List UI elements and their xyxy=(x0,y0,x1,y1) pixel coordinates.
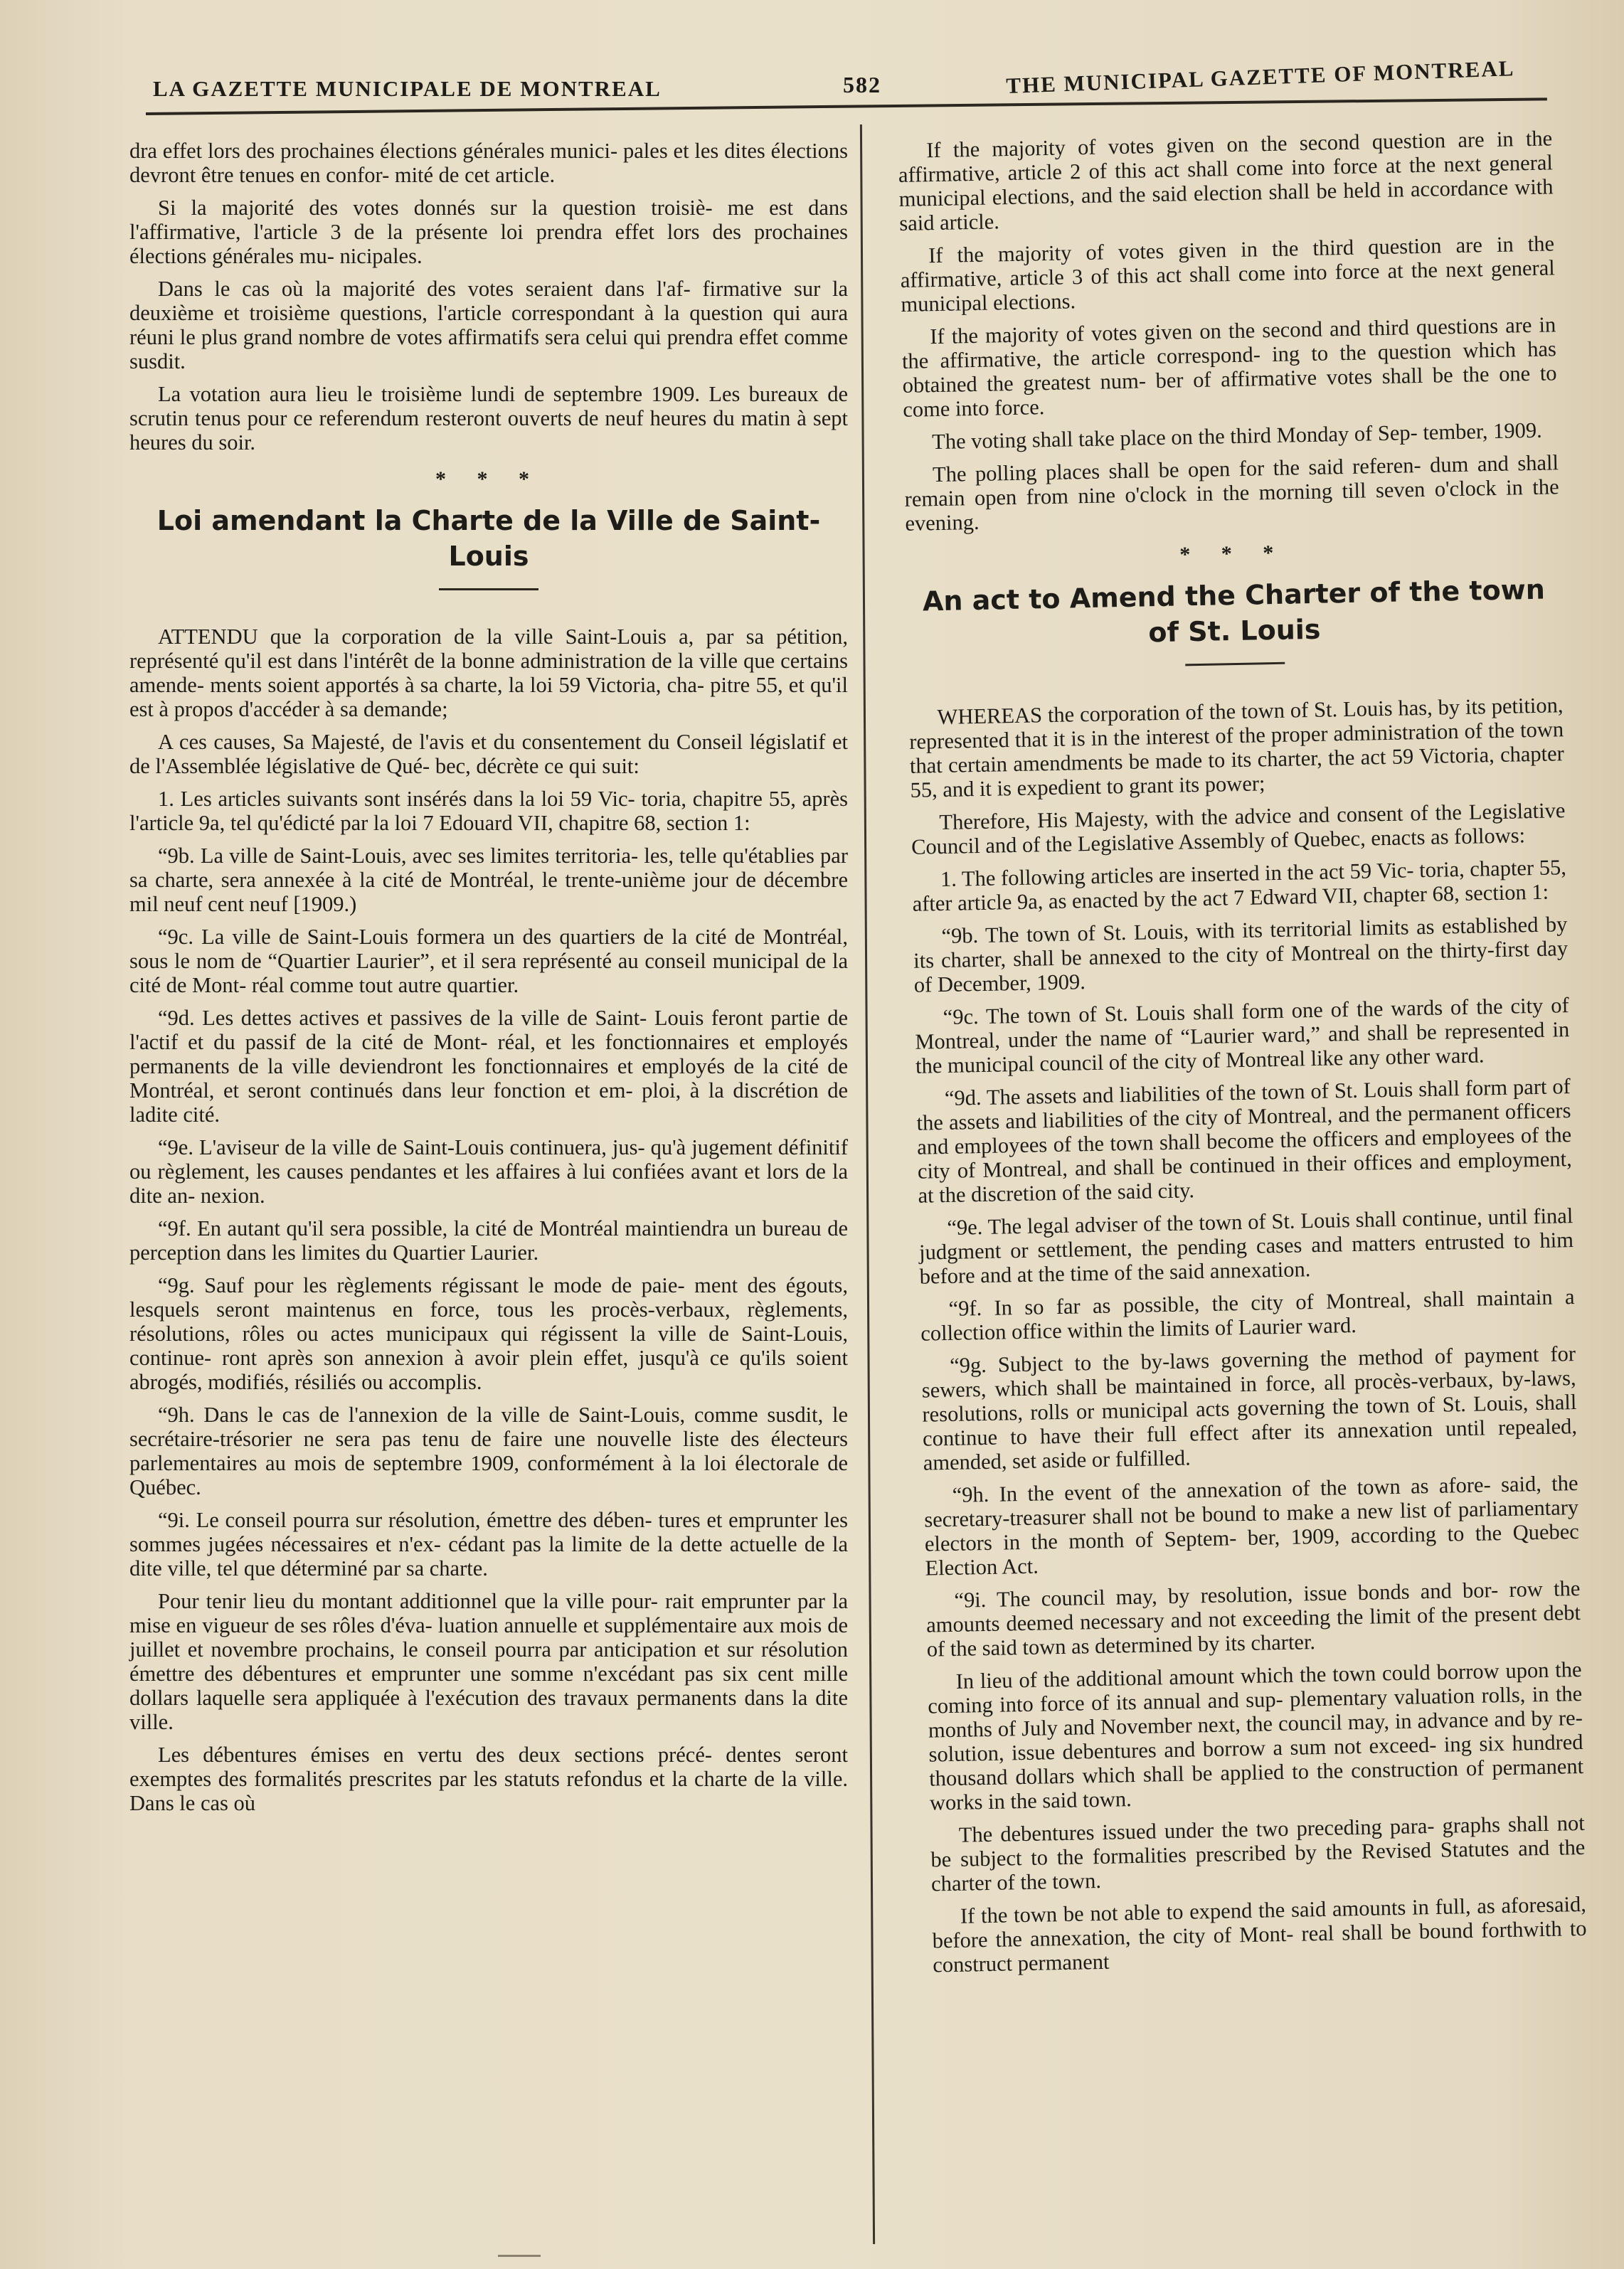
paragraph: “9h. In the event of the annexation of the town as afore- said, the secretary-treasurer shall not be bound to make a new list of parliamentary electors in the month of Septem- ber, 1909, according to the Quebec Election Act. xyxy=(923,1470,1580,1580)
paragraph: dra effet lors des prochaines élections générales munici- pales et les dites élections devront être tenues en confor- mité de cet article. xyxy=(129,139,848,187)
footer-mark xyxy=(498,2255,541,2257)
paragraph: If the majority of votes given on the second and third questions are in the affirmative, the article correspond- ing to the question which has obtained the greatest num- ber of affirmative votes shall be the one to come into force. xyxy=(901,312,1557,422)
paragraph: 1. The following articles are inserted in the act 59 Vic- toria, chapter 55, after article 9a, as enacted by the act 7 Edward VII, chapter 68, section 1: xyxy=(912,855,1567,916)
title-rule xyxy=(1185,662,1285,666)
paragraph: “9d. Les dettes actives et passives de la ville de Saint- Louis feront partie de l'actif et du passif de la cité de Mont- réal, et les fonctionnaires et employés permanents de la ville deviendront les fonctionnaires et employés de la cité de Montréal, et seront continués dans leur fonction et em- ploi, à la discrétion de ladite cité. xyxy=(129,1006,848,1127)
header-french-title: LA GAZETTE MUNICIPALE DE MONTREAL xyxy=(153,76,662,101)
paragraph: “9c. The town of St. Louis shall form one of the wards of the city of Montreal, under the name of “Laurier ward,” and shall be represented in the municipal council of the city of Montreal like any other ward. xyxy=(915,993,1570,1078)
paragraph: If the town be not able to expend the said amounts in full, as aforesaid, before the annexation, the city of Mont- real shall be bound forthwith to construct permanent xyxy=(932,1891,1587,1977)
paragraph: “9h. Dans le cas de l'annexion de la ville de Saint-Louis, comme susdit, le secrétaire-trésorier ne sera pas tenu de faire une nouvelle liste des électeurs parlementaires au mois de septembre 1909, conformément à la loi électorale de Québec. xyxy=(129,1403,848,1499)
paragraph: “9g. Sauf pour les règlements régissant le mode de paie- ment des égouts, lesquels seront maintenus en force, tous les procès-verbaux, règlements, résolutions, rôles ou actes municipaux qui régissent la ville de Saint-Louis, continue- ront après son annexion à avoir plein effet, jusqu'à ce qu'ils soient abrogés, modifiés, résiliés ou accomplis. xyxy=(129,1273,848,1394)
paragraph: The voting shall take place on the third Monday of Sep- tember, 1909. xyxy=(931,418,1543,455)
english-column xyxy=(898,126,1588,1985)
section-separator: * * * xyxy=(435,467,542,491)
paragraph: WHEREAS the corporation of the town of St. Louis has, by its petition, represented that it is in the interest of the proper administration of the town that certain amendments be made to its charter, the act 59 Victoria, chapter 55, and it is expedient to grant its power; xyxy=(908,693,1565,802)
paragraph: “9b. The town of St. Louis, with its territorial limits as established by its charter, shall be annexed to the city of Montreal on the thirty-first day of December, 1909. xyxy=(913,912,1569,997)
paragraph: A ces causes, Sa Majesté, de l'avis et du consentement du Conseil législatif et de l'Assemblée législative de Qué- bec, décrète ce qui suit: xyxy=(129,730,848,778)
paragraph: “9f. In so far as possible, the city of Montreal, shall maintain a collection office within the limits of Laurier ward. xyxy=(920,1285,1575,1346)
paragraph: Therefore, His Majesty, with the advice and consent of the Legislative Council and of the Legislative Assembly of Quebec, enacts as follows: xyxy=(911,798,1566,859)
paragraph: “9i. Le conseil pourra sur résolution, émettre des dében- tures et emprunter les sommes jugées nécessaires et n'ex- cédant pas la limite de la dette actuelle de la dite ville, tel que déterminé par sa charte. xyxy=(129,1508,848,1580)
paragraph: If the majority of votes given in the third question are in the affirmative, article 3 of this act shall come into force at the next general municipal elections. xyxy=(900,231,1555,317)
paragraph: “9i. The council may, by resolution, issue bonds and bor- row the amounts deemed necessary and not exceeding the limit of the present debt of the said town as determined by its charter. xyxy=(925,1575,1581,1662)
paragraph: In lieu of the additional amount which the town could borrow upon the coming into force of its annual and sup- plementary valuation rolls, in the months of July and November next, the council may, in advance and by re- solution, issue debentures and borrow a sum not exceed- ing six hundred thousand dollars which shall be applied to the construction of permanent works in the said town. xyxy=(927,1657,1584,1815)
paragraph: The polling places shall be open for the said referen- dum and shall remain open from nine o'clock in the morning till seven o'clock in the evening. xyxy=(904,450,1559,536)
paragraph: “9e. L'aviseur de la ville de Saint-Louis continuera, jus- qu'à jugement définitif ou règlement, les causes pendantes et les affaires à lui confiées avant et lors de la dite an- nexion. xyxy=(129,1135,848,1208)
french-column xyxy=(129,139,848,1824)
column-divider xyxy=(860,124,875,2244)
paragraph: “9g. Subject to the by-laws governing the method of payment for sewers, which shall be maintained in force, all procès-verbaux, by-laws, resolutions, rolls or municipal acts governing the town of St. Louis, shall continue to have their full effect after its annexation until repealed, amended, set aside or fulfilled. xyxy=(921,1341,1578,1475)
french-act-title: Loi amendant la Charte de la Ville de Saint-Louis xyxy=(156,505,821,572)
paragraph: Pour tenir lieu du montant additionnel que la ville pour- rait emprunter par la mise en vigueur de ses rôles d'éva- luation annuelle et supplémentaire aux mois de juillet et novembre prochains, le conseil pourra par anticipation et sur résolution émettre des débentures et emprunter une somme n'excédant pas six cent mille dollars laquelle sera appliquée à l'exécution des travaux permanents dans la dite ville. xyxy=(129,1589,848,1734)
paragraph: “9b. La ville de Saint-Louis, avec ses limites territoria- les, telle qu'établies par sa charte, sera annexée à la cité de Montréal, le trente-unième jour de décembre mil neuf cent neuf [1909.) xyxy=(129,844,848,916)
paragraph: ATTENDU que la corporation de la ville Saint-Louis a, par sa pétition, représenté qu'il est dans l'intérêt de la bonne administration de la ville que certains amende- ments soient apportés à sa charte, la loi 59 Victoria, cha- pitre 55, et qu'il est à propos d'accéder à sa demande; xyxy=(129,625,848,721)
page-number: 582 xyxy=(843,72,881,97)
paragraph: “9e. The legal adviser of the town of St. Louis shall continue, until final judgment or settlement, the pending cases and matters entrusted to him before and at the time of the said annexation. xyxy=(918,1203,1574,1289)
header-english-title: THE MUNICIPAL GAZETTE OF MONTREAL xyxy=(1005,55,1515,99)
paragraph: La votation aura lieu le troisième lundi de septembre 1909. Les bureaux de scrutin tenus pour ce referendum resteront ouverts de neuf heures du matin à sept heures du soir. xyxy=(129,382,848,455)
paragraph: “9c. La ville de Saint-Louis formera un des quartiers de la cité de Montréal, sous le nom de “Quartier Laurier”, et il sera représenté au conseil municipal de la cité de Mont- réal comme tout autre quartier. xyxy=(129,925,848,997)
paragraph: Les débentures émises en vertu des deux sections précé- dentes seront exemptes des formalités prescrites par les statuts refondus et la charte de la ville. Dans le cas où xyxy=(129,1743,848,1815)
paragraph: If the majority of votes given on the second question are in the affirmative, article 2 of this act shall come into force at the next general municipal elections, and the said election shall be held in accordance with said article. xyxy=(898,126,1554,235)
section-separator: * * * xyxy=(1179,541,1287,567)
paragraph: Si la majorité des votes donnés sur la question troisiè- me est dans l'affirmative, l'article 3 de la présente loi prendra effet lors des prochaines élections générales mu- nicipales. xyxy=(129,196,848,268)
paragraph: “9d. The assets and liabilities of the town of St. Louis shall form part of the assets and liabilities of the city of Montreal, and the permanent officers and employees of the town shall become the officers and employees of the city of Montreal, and shall be continued in their offices and employment, at the discretion of the said city. xyxy=(916,1074,1573,1208)
paragraph: “9f. En autant qu'il sera possible, la cité de Montréal maintiendra un bureau de perception dans les limites du Quartier Laurier. xyxy=(129,1216,848,1265)
english-act-title: An act to Amend the Charter of the town of St. Louis xyxy=(922,573,1546,649)
paragraph: The debentures issued under the two preceding para- graphs shall not be subject to the formalities prescribed by the Revised Statutes and the charter of the town. xyxy=(930,1810,1586,1896)
paragraph: 1. Les articles suivants sont insérés dans la loi 59 Vic- toria, chapitre 55, après l'article 9a, tel qu'édicté par la loi 7 Edouard VII, chapitre 68, section 1: xyxy=(129,787,848,835)
title-rule xyxy=(439,588,538,590)
paragraph: Dans le cas où la majorité des votes seraient dans l'af- firmative sur la deuxième et troisième questions, l'article correspondant à la question qui aura réuni le plus grand nombre de votes affirmatifs sera celui qui prendra effet comme susdit. xyxy=(129,277,848,373)
